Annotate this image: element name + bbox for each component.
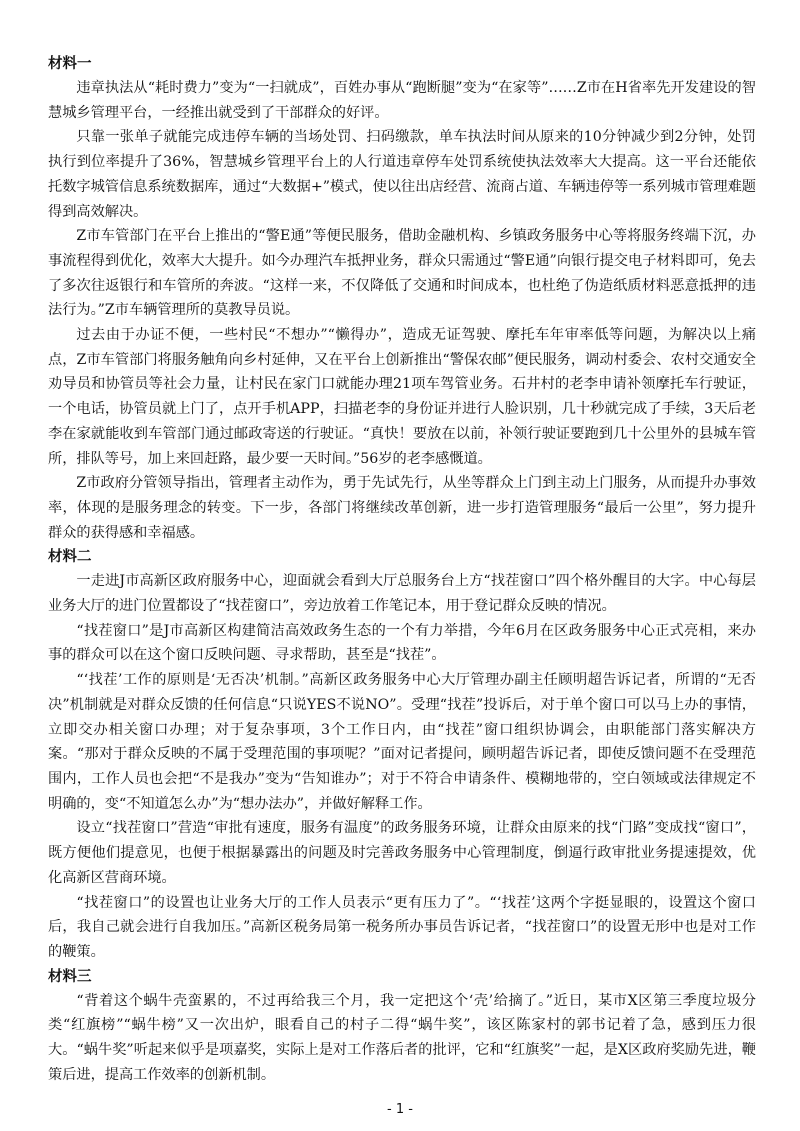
paragraph: “找茬窗口”的设置也让业务大厅的工作人员表示“更有压力了”。“‘找茬’这两个字挺显眼的，设置这个窗口后，我自己就会进行自我加压。”高新区税务局第一税务所办事员告诉记者，“找茬窗口”的设置无形中也是对工作的鞭策。 xyxy=(48,894,756,960)
section-heading-3: 材料三 xyxy=(48,968,92,985)
paragraph: 只靠一张单子就能完成违停车辆的当场处罚、扫码缴款，单车执法时间从原来的10分钟减少到2分钟，处罚执行到位率提升了36%，智慧城乡管理平台上的人行道违章停车处罚系统使执法效率大大提高。这一平台还能依托数字城管信息系统数据库，通过“大数据+”模式，使以往出店经营、流商占道、车辆违停等一系列城市管理难题得到高效解决。 xyxy=(48,129,756,220)
paragraph: “‘找茬’工作的原则是‘无否决’机制。”高新区政务服务中心大厅管理办副主任顾明超告诉记者，所谓的“无否决”机制就是对群众反馈的任何信息“只说YES不说NO”。受理“找茬”投诉后，对于单个窗口可以马上办的事情，立即交办相关窗口办理；对于复杂事项，3个工作日内，由“找茬”窗口组织协调会，由职能部门落实解决方案。“那对于群众反映的不属于受理范围的事项呢？”面对记者提问，顾明超告诉记者，即使反馈问题不在受理范围内，工作人员也会把“不是我办”变为“告知谁办”；对于不符合申请条件、模糊地带的，空白领域或法律规定不明确的，变“不知道怎么办”为“想办法办”，并做好解释工作。 xyxy=(48,672,756,812)
paragraph: “找茬窗口”是J市高新区构建简洁高效政务生态的一个有力举措，今年6月在区政务服务中心正式亮相，来办事的群众可以在这个窗口反映问题、寻求帮助，甚至是“找茬”。 xyxy=(48,622,756,664)
paragraph: Z市政府分管领导指出，管理者主动作为，勇于先试先行，从坐等群众上门到主动上门服务，从而提升办事效率，体现的是服务理念的转变。下一步，各部门将继续改革创新，进一步打造管理服务“最后一公里”，努力提升群众的获得感和幸福感。 xyxy=(48,475,756,541)
paragraph: 过去由于办证不便，一些村民“不想办”“懒得办”，造成无证驾驶、摩托车年审率低等问题，为解决以上痛点，Z市车管部门将服务触角向乡村延伸，又在平台上创新推出“警保农邮”便民服务，调动村委会、农村交通安全劝导员和协管员等社会力量，让村民在家门口就能办理21项车驾管业务。石井村的老李申请补领摩托车行驶证，一个电话，协管员就上门了，点开手机APP，扫描老李的身份证并进行人脸识别，几十秒就完成了手续，3天后老李在家就能收到车管部门通过邮政寄送的行驶证。“真快！要放在以前，补领行驶证要跑到几十公里外的县城车管所，排队等号，加上来回赶路，最少要一天时间。”56岁的老李感慨道。 xyxy=(48,327,757,467)
paragraph: 一走进J市高新区政府服务中心，迎面就会看到大厅总服务台上方“找茬窗口”四个格外醒目的大字。中心每层业务大厅的进门位置都设了“找茬窗口”，旁边放着工作笔记本，用于登记群众反映的情况。 xyxy=(48,573,756,615)
paragraph: 设立“找茬窗口”营造“审批有速度，服务有温度”的政务服务环境，让群众由原来的找“门路”变成找“窗口”，既方便他们提意见，也便于根据暴露出的问题及时完善政务服务中心管理制度，倒逼行政审批业务提速提效，优化高新区营商环境。 xyxy=(48,820,756,886)
paragraph: Z市车管部门在平台上推出的“警E通”等便民服务，借助金融机构、乡镇政务服务中心等将服务终端下沉，办事流程得到优化，效率大大提升。如今办理汽车抵押业务，群众只需通过“警E通”向银行提交电子材料即可，免去了多次往返银行和车管所的奔波。“这样一来，不仅降低了交通和时间成本，也杜绝了伪造纸质材料恶意抵押的违法行为。”Z市车辆管理所的莫教导员说。 xyxy=(48,228,756,319)
section-heading-1: 材料一 xyxy=(48,56,92,72)
page-number: - 1 - xyxy=(387,1102,413,1117)
paragraph: 违章执法从“耗时费力”变为“一扫就成”，百姓办事从“跑断腿”变为“在家等”……Z市在H省率先开发建设的智慧城乡管理平台，一经推出就受到了干部群众的好评。 xyxy=(48,80,756,121)
paragraph: “背着这个蜗牛壳蛮累的，不过再给我三个月，我一定把这个‘壳’给摘了。”近日，某市X区第三季度垃圾分类“红旗榜”“蜗牛榜”又一次出炉，眼看自己的村子二得“蜗牛奖”，该区陈家村的郭书记着了急，感到压力很大。“蜗牛奖”听起来似乎是项嘉奖，实际上是对工作落后者的批评，它和“红旗奖”一起，是X区政府奖励先进，鞭策后进，提高工作效率的创新机制。 xyxy=(48,992,756,1083)
section-heading-2: 材料二 xyxy=(48,549,92,566)
document-body xyxy=(48,52,756,1087)
